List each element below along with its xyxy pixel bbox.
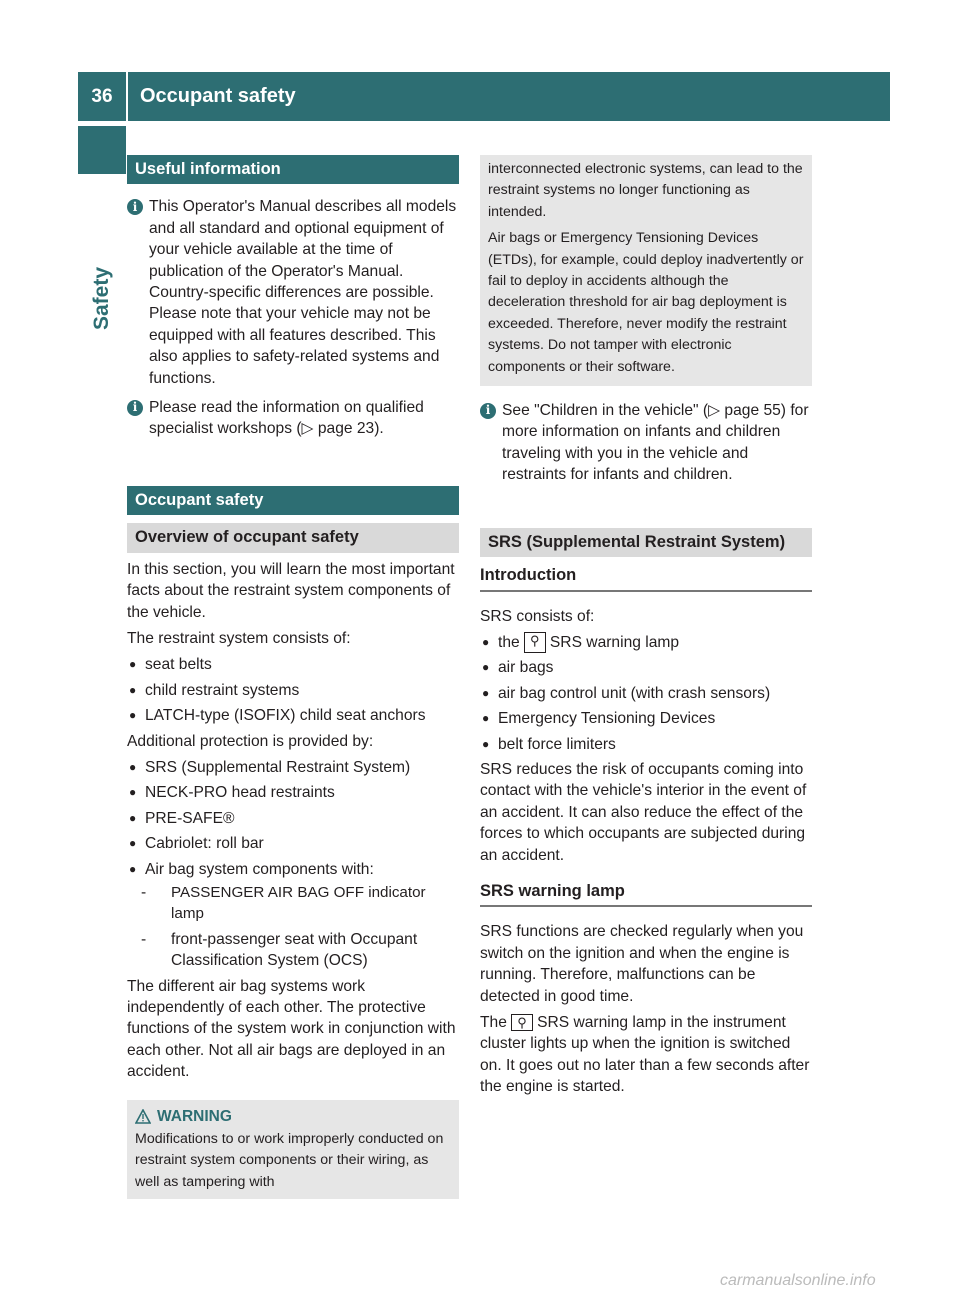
list-item: ● air bag control unit (with crash sensors) — [482, 684, 771, 702]
info-note — [480, 400, 812, 486]
srs-consists-paragraph: SRS consists of: — [480, 607, 595, 625]
components-list — [127, 654, 459, 726]
list-item: ● belt force limiters — [482, 735, 616, 753]
right-column — [480, 155, 812, 1103]
page-number: 36 — [78, 72, 126, 121]
additional-paragraph: Additional protection is provided by: — [127, 732, 374, 750]
srs-heading: SRS (Supplemental Restraint System) — [480, 528, 812, 557]
independent-paragraph: The different air bag systems work independently of each other. The protective functions of the system work in conjunction with each other. Not all air bags are deployed in an accident. — [127, 977, 456, 1081]
list-item: ● PRE-SAFE® — [129, 809, 235, 827]
left-column — [127, 155, 459, 1199]
airbag-sublist — [127, 882, 459, 972]
warning-heading: WARNING — [135, 1106, 451, 1127]
list-item: ● NECK-PRO head restraints — [129, 784, 335, 802]
info-text: Please read the information on qualified specialist workshops (▷ page 23). — [149, 399, 424, 438]
warning-text: Modifications to or work improperly conducted on restraint system components or their wiring, as well as tampering with — [135, 1131, 444, 1190]
warning-box-continued — [480, 155, 812, 386]
additional-list — [127, 757, 459, 880]
side-section-label: Safety — [90, 266, 113, 330]
list-item: ● child restraint systems — [129, 681, 300, 699]
srs-lamp-icon: ⚲ — [511, 1014, 533, 1031]
list-item: ● Air bag system components with: — [129, 860, 374, 878]
list-item: ● Cabriolet: roll bar — [129, 835, 264, 853]
list-item: ● Emergency Tensioning Devices — [482, 710, 716, 728]
intro-paragraph: In this section, you will learn the most important facts about the restraint system components of the vehicle. — [127, 560, 455, 621]
list-item: ● SRS (Supplemental Restraint System) — [129, 758, 411, 776]
warning-box — [127, 1100, 459, 1200]
srs-list — [480, 632, 812, 755]
overview-heading: Overview of occupant safety — [127, 523, 459, 552]
occupant-safety-heading: Occupant safety — [127, 486, 459, 515]
lamp-paragraph: SRS functions are checked regularly when you switch on the ignition and when the engine is running. Therefore, malfunctions can be detected in good time. — [480, 923, 804, 1005]
info-note — [127, 196, 459, 389]
list-item: ● seat belts — [129, 656, 212, 674]
list-item: ● LATCH-type (ISOFIX) child seat anchors — [129, 707, 426, 725]
list-item: - front-passenger seat with Occupant Classification System (OCS) — [141, 930, 418, 970]
warning-text: interconnected electronic systems, can lead to the restraint systems no longer functioning as intended. — [488, 161, 803, 220]
warning-icon — [135, 1109, 151, 1124]
watermark: carmanualsonline.info — [720, 1272, 876, 1289]
info-text: This Operator's Manual describes all models and all standard and optional equipment of your vehicle available at the time of publication of the Operator's Manual. Country-specific differences are possible. Please note that your vehicle may not be equipped with all features described. This also applies to safety-related systems and functions. — [149, 198, 457, 387]
introduction-heading: Introduction — [480, 565, 812, 591]
side-tab-marker — [78, 126, 126, 174]
info-icon: i — [127, 199, 143, 215]
info-text: See "Children in the vehicle" (▷ page 55) for more information on infants and children traveling with you in the vehicle and restraints for infants and children. — [502, 402, 809, 484]
lamp-heading: SRS warning lamp — [480, 881, 812, 907]
info-note — [127, 397, 459, 440]
list-item: - PASSENGER AIR BAG OFF indicator lamp — [141, 883, 426, 923]
useful-info-heading: Useful information — [127, 155, 459, 184]
lamp-paragraph: The ⚲ SRS warning lamp in the instrument cluster lights up when the ignition is switched on. It goes out no later than a few seconds after the engine is started. — [480, 1014, 810, 1096]
info-icon: i — [480, 403, 496, 419]
list-item: ● the ⚲ SRS warning lamp — [480, 632, 812, 653]
list-item: ● air bags — [482, 659, 554, 677]
warning-text: Air bags or Emergency Tensioning Devices (ETDs), for example, could deploy inadvertently or fail to deploy in accidents although the deceleration threshold for air bag deployment is exceeded. Therefore, never modify the restraint systems. Do not tamper with electronic components or their software. — [488, 230, 804, 375]
info-icon: i — [127, 400, 143, 416]
srs-reduces-paragraph: SRS reduces the risk of occupants coming into contact with the vehicle's interior in the event of an accident. It can also reduce the effect of the forces to which occupants are subjected during an accident. — [480, 760, 807, 864]
page-header-title: Occupant safety — [128, 72, 890, 121]
consists-paragraph: The restraint system consists of: — [127, 629, 351, 647]
srs-lamp-icon: ⚲ — [524, 632, 546, 653]
